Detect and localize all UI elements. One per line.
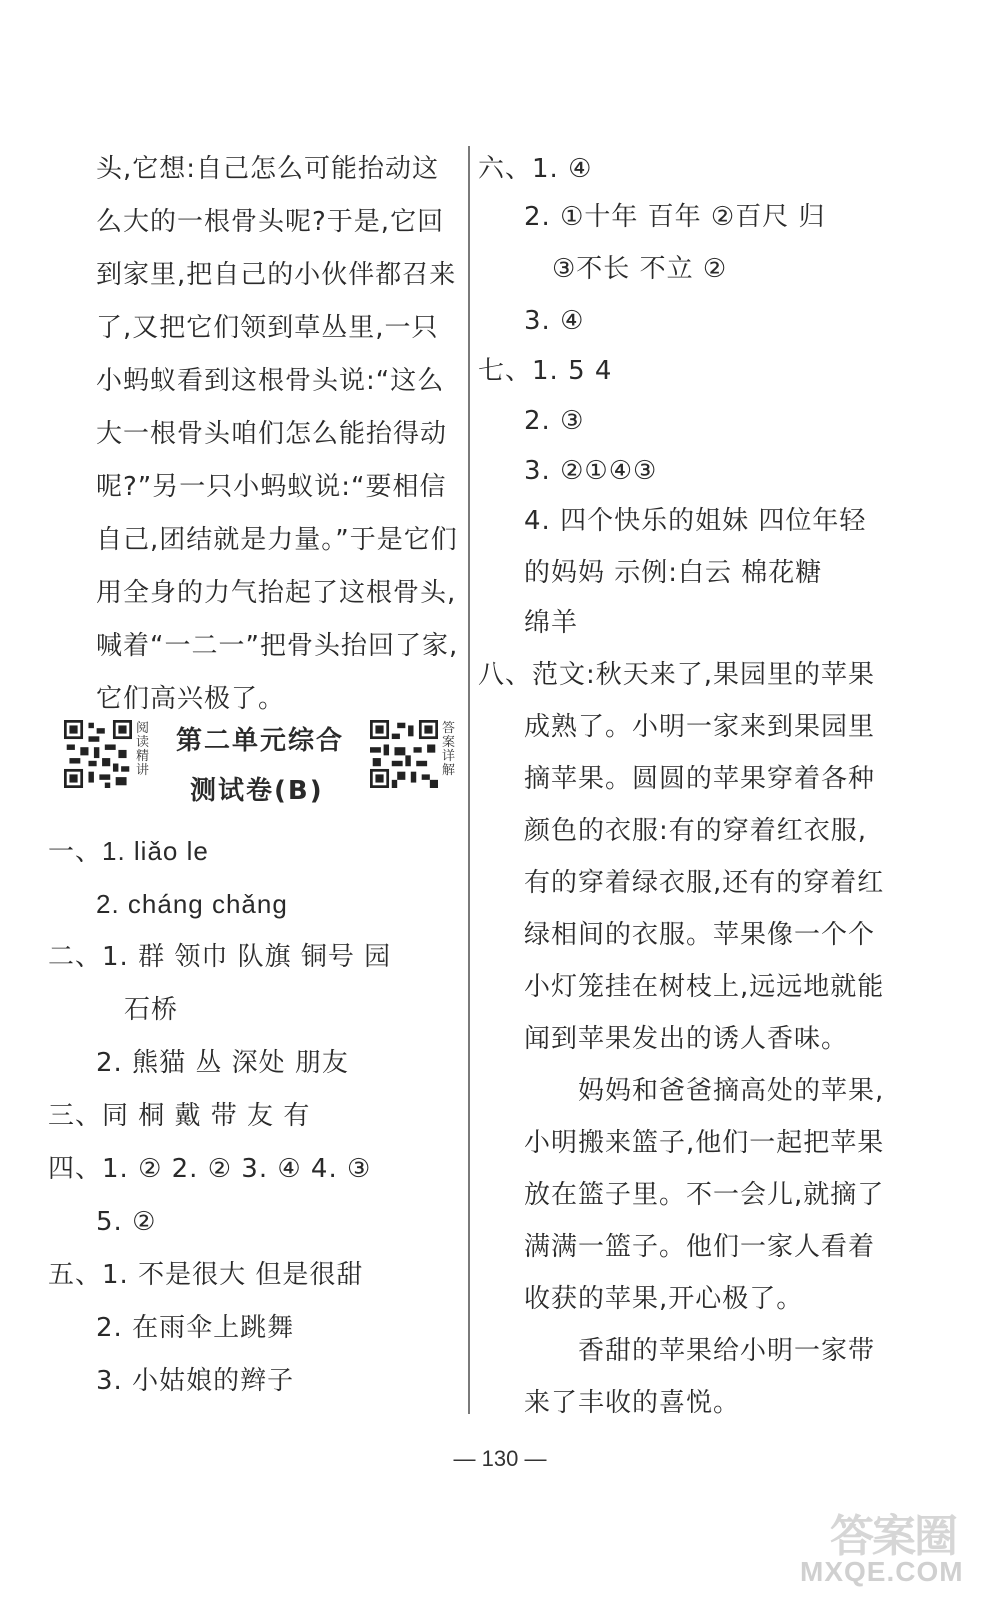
qr-code-answers-icon[interactable] [370,720,438,788]
answer-line: 2. 在雨伞上跳舞 [96,1313,295,1343]
passage-line: 大一根骨头咱们怎么能抬得动 [96,419,448,449]
answer-line: 颜色的衣服:有的穿着红衣服, [524,816,868,846]
watermark-top-text: 答案圈 [830,1511,956,1562]
passage-line: 么大的一根骨头呢?于是,它回 [96,207,445,237]
passage-line: 头,它想:自己怎么可能抬动这 [96,154,440,184]
passage-line: 到家里,把自己的小伙伴都召来 [96,260,457,290]
watermark-logo [800,1500,990,1595]
answer-line: 摘苹果。圆圆的苹果穿着各种 [524,764,876,794]
passage-line: 喊着“一二一”把骨头抬回了家, [96,631,459,661]
passage-line: 了,又把它们领到草丛里,一只 [96,313,439,343]
answer-line: 2. ①十年 百年 ②百尺 归 [524,202,826,232]
passage-line: 小蚂蚁看到这根骨头说:“这么 [96,366,445,396]
answer-line: 三、同 桐 戴 带 友 有 [48,1101,311,1131]
answer-line: 绿相间的衣服。苹果像一个个 [524,920,876,950]
answer-line: 八、范文:秋天来了,果园里的苹果 [478,660,876,690]
answer-line: 2. cháng chǎng [96,889,288,919]
answer-line: 来了丰收的喜悦。 [524,1388,741,1418]
page-number: — 130 — [453,1446,547,1471]
answer-line: 成熟了。小明一家来到果园里 [524,712,876,742]
answer-line: 石桥 [124,995,179,1025]
passage-line: 自己,团结就是力量。”于是它们 [96,525,458,555]
watermark-bottom-text: MXQE.COM [800,1556,964,1587]
answer-line: 闻到苹果发出的诱人香味。 [524,1024,849,1054]
passage-line: 呢?”另一只小蚂蚁说:“要相信 [96,472,447,502]
answer-line: 2. 熊猫 丛 深处 朋友 [96,1048,349,1078]
answer-line: 4. 四个快乐的姐妹 四位年轻 [524,506,867,536]
answer-line: 四、1. ② 2. ② 3. ④ 4. ③ [48,1154,372,1184]
qr-code-reading-icon[interactable] [64,720,132,788]
answer-line: ③不长 不立 ② [552,254,728,284]
answer-line: 收获的苹果,开心极了。 [524,1284,804,1314]
answer-line: 二、1. 群 领巾 队旗 铜号 园 [48,942,392,972]
answer-line: 3. ②①④③ [524,456,658,486]
answer-line: 有的穿着绿衣服,还有的穿着红 [524,868,885,898]
answer-line: 一、1. liǎo le [48,836,209,866]
answer-line: 2. ③ [524,406,585,436]
answer-line: 六、1. ④ [478,154,593,184]
test-title-line1: 第二单元综合 [176,726,345,756]
answer-line: 五、1. 不是很大 但是很甜 [48,1260,364,1290]
answer-line: 3. 小姑娘的辫子 [96,1366,295,1396]
answer-line: 香甜的苹果给小明一家带 [578,1336,876,1366]
qr-left-label: 阅读精讲 [136,721,150,778]
qr-right-label: 答案详解 [442,721,456,778]
passage-line: 用全身的力气抬起了这根骨头, [96,578,457,608]
answer-line: 小灯笼挂在树枝上,远远地就能 [524,972,885,1002]
answer-line: 3. ④ [524,306,585,336]
answer-line: 小明搬来篮子,他们一起把苹果 [524,1128,885,1158]
passage-line: 它们高兴极了。 [96,684,286,714]
column-divider [468,146,470,1414]
answer-line: 七、1. 5 4 [478,356,613,386]
answer-line: 的妈妈 示例:白云 棉花糖 [524,558,823,588]
test-title-line2: 测试卷(B) [190,776,324,806]
answer-line: 5. ② [96,1207,157,1237]
answer-line: 绵羊 [524,608,579,638]
answer-line: 妈妈和爸爸摘高处的苹果, [578,1076,885,1106]
answer-line: 放在篮子里。不一会儿,就摘了 [524,1180,885,1210]
answer-line: 满满一篮子。他们一家人看着 [524,1232,876,1262]
